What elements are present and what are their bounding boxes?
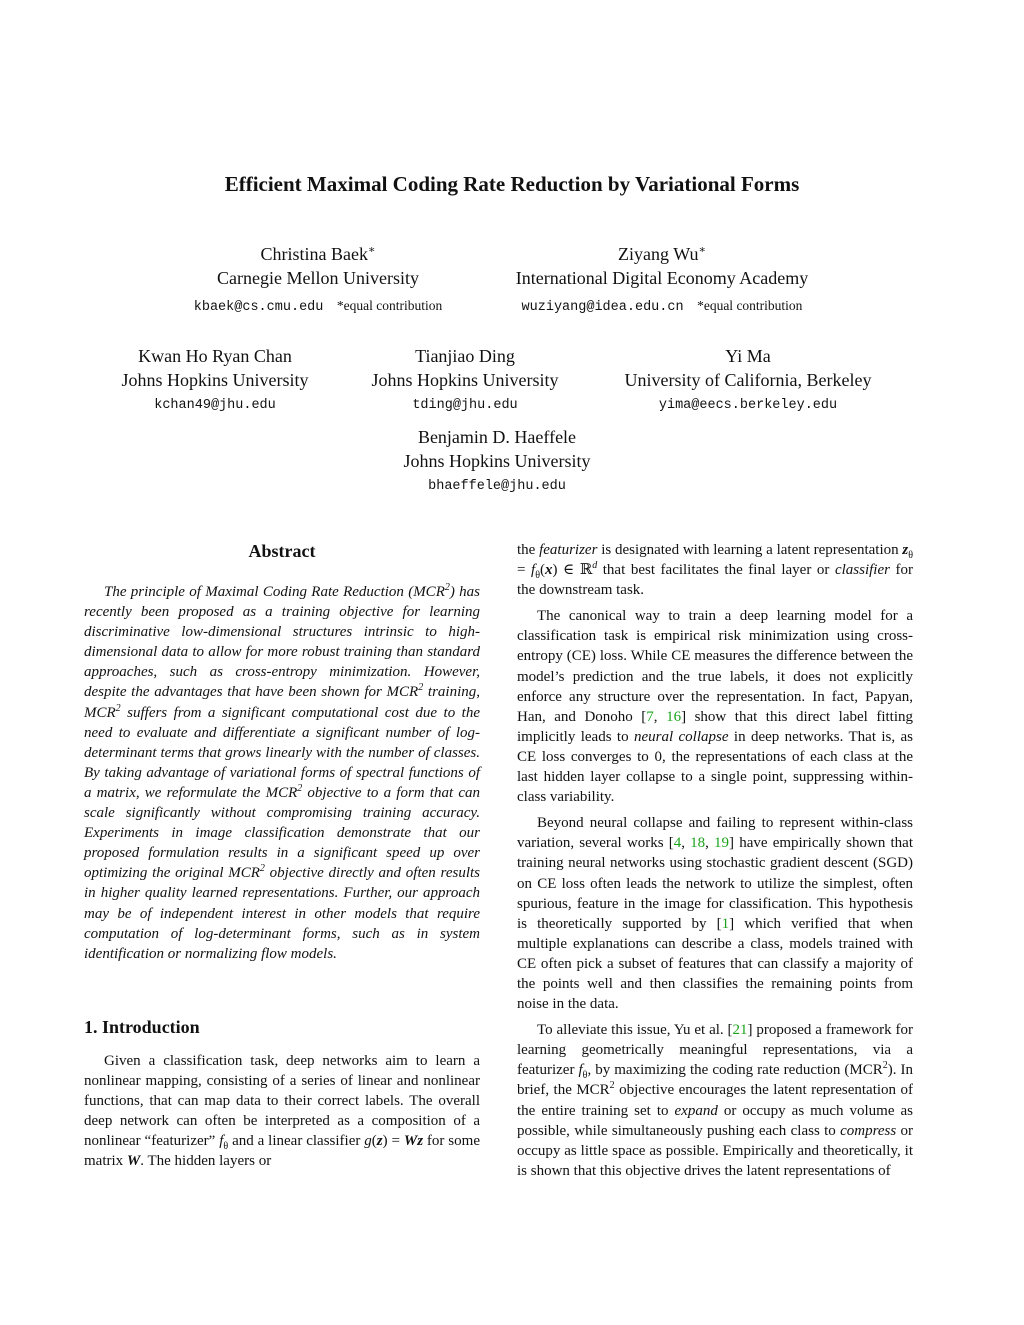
author-name: Christina Baek (260, 244, 368, 264)
author-email[interactable]: wuziyang@idea.edu.cn (521, 300, 684, 315)
citation-link[interactable]: 18 (690, 835, 706, 852)
author-name: Benjamin D. Haeffele (417, 427, 577, 447)
author-affiliation: Johns Hopkins University (403, 451, 591, 471)
author-affiliation: Johns Hopkins University (371, 370, 559, 390)
author-affiliation: Johns Hopkins University (121, 370, 309, 390)
intro-paragraph-1: Given a classification task, deep networks aim to learn a nonlinear mapping, consisting of a series of linear and nonlinear functions, that can map data to their correct labels. The overall deep network can often be interpreted as a composition of a nonlinear “featurizer” $f_\theta$ and a linear classifier g(z) = Wz for some matrix W. The hidden layers or (84, 1052, 480, 1170)
citation-link[interactable]: 1 (721, 915, 730, 932)
author-email[interactable]: kbaek@cs.cmu.edu (193, 300, 324, 315)
intro-paragraph-1-continued: the featurizer is designated with learning a latent representation $z_\theta = f_\theta(x)$ ∈ ℝ$^d$ that best facilitates the final layer or classifier for the downstream task. (517, 542, 914, 599)
citation-link[interactable]: 16 (666, 708, 682, 725)
abstract-heading: Abstract (248, 541, 316, 561)
author-affiliation: University of California, Berkeley (624, 370, 872, 390)
citation-link[interactable]: 21 (732, 1022, 748, 1039)
abstract-text: The principle of Maximal Coding Rate Reduction (MCR$^2$) has recently been proposed as a training objective for learning discriminative low-dimensional structures intrinsic to high-dimensional data to allow for more robust training than standard approaches, such as cross-entropy minimization. However, despite the advantages that have been shown for MCR$^2$ training, MCR$^2$ suffers from a significant computational cost due to the need to evaluate and differentiate a significant number of log-determinant terms that grows linearly with the number of classes. By taking advantage of variational forms of spectral functions of a matrix, we reformulate the MCR$^2$ objective to a form that can scale significantly without compromising training accuracy. Experiments in image classification demonstrate that our proposed formulation results in a significant speed up over optimizing the original MCR$^2$ objective directly and often results in higher quality learned representations. Further, our approach may be of independent interest in other models that require computation of log-determinant forms, such as in system identification or normalizing flow models. (84, 582, 481, 962)
author-name: Yi Ma (725, 346, 771, 366)
citation-link[interactable]: 4 (673, 835, 682, 852)
equal-contribution-mark: ∗ (698, 244, 706, 256)
author-name: Tianjiao Ding (415, 346, 515, 366)
paper-title: Efficient Maximal Coding Rate Reduction by Variational Forms (224, 172, 800, 196)
author-email[interactable]: yima@eecs.berkeley.edu (658, 398, 838, 413)
author-block-ma (598, 344, 898, 418)
section-heading-introduction: 1. Introduction (84, 1016, 200, 1037)
author-block-baek (168, 242, 468, 320)
author-affiliation: Carnegie Mellon University (217, 268, 419, 288)
author-block-haeffele (372, 425, 622, 499)
citation-link[interactable]: 7 (646, 708, 654, 725)
intro-paragraph-4: To alleviate this issue, Yu et al. [21] proposed a framework for learning geometrically meaningful representations, via a featurizer $f_\theta$, by maximizing the coding rate reduction (MCR$^2$). In brief, the MCR$^2$ objective encourages the latent representation of the entire training set to expand or occupy as much volume as possible, while simultaneously pushing each class to compress or occupy as little space as possible. Empirically and theoretically, it is shown that this objective drives the latent representations of (517, 1022, 913, 1179)
intro-paragraph-3: Beyond neural collapse and failing to represent within-class variation, several works [4, 18, 19] have empirically shown that training neural networks using stochastic gradient descent (SGD) on CE loss often leads the network to utilize the simplest, often spurious, feature in the image for classification. This hypothesis is theoretically supported by [1] which verified that when multiple explanations can describe a class, models trained with CE often pick a subset of features that can classify a majority of the points well and then classifies the remaining points from noise in the data. (517, 815, 913, 1013)
equal-contribution-note: *equal contribution (336, 298, 443, 313)
intro-paragraph-2: The canonical way to train a deep learning model for a classification task is empirical risk minimization using cross-entropy (CE) loss. While CE measures the difference between the model’s prediction and the true labels, it does not explicitly enforce any structure over the representation. In fact, Papyan, Han, and Donoho [7, 16] show that this direct label fitting implicitly leads to neural collapse in deep networks. That is, as CE loss converges to 0, the representations of each class at the last hidden layer collapse to a single point, suppressing within-class variability. (517, 608, 914, 806)
author-email[interactable]: bhaeffele@jhu.edu (428, 479, 566, 494)
author-affiliation: International Digital Economy Academy (515, 268, 809, 288)
left-column (84, 540, 480, 1177)
author-email[interactable]: kchan49@jhu.edu (154, 398, 276, 413)
author-email[interactable]: tding@jhu.edu (412, 398, 518, 413)
equal-contribution-mark: ∗ (368, 244, 376, 256)
right-column (517, 540, 913, 1187)
citation-link[interactable]: 19 (714, 835, 730, 852)
author-block-ding (340, 344, 590, 418)
author-block-chan (90, 344, 340, 418)
author-name: Kwan Ho Ryan Chan (138, 346, 292, 366)
equal-contribution-note: *equal contribution (697, 298, 803, 313)
author-name: Ziyang Wu (618, 244, 699, 264)
author-block-wu (482, 242, 842, 320)
